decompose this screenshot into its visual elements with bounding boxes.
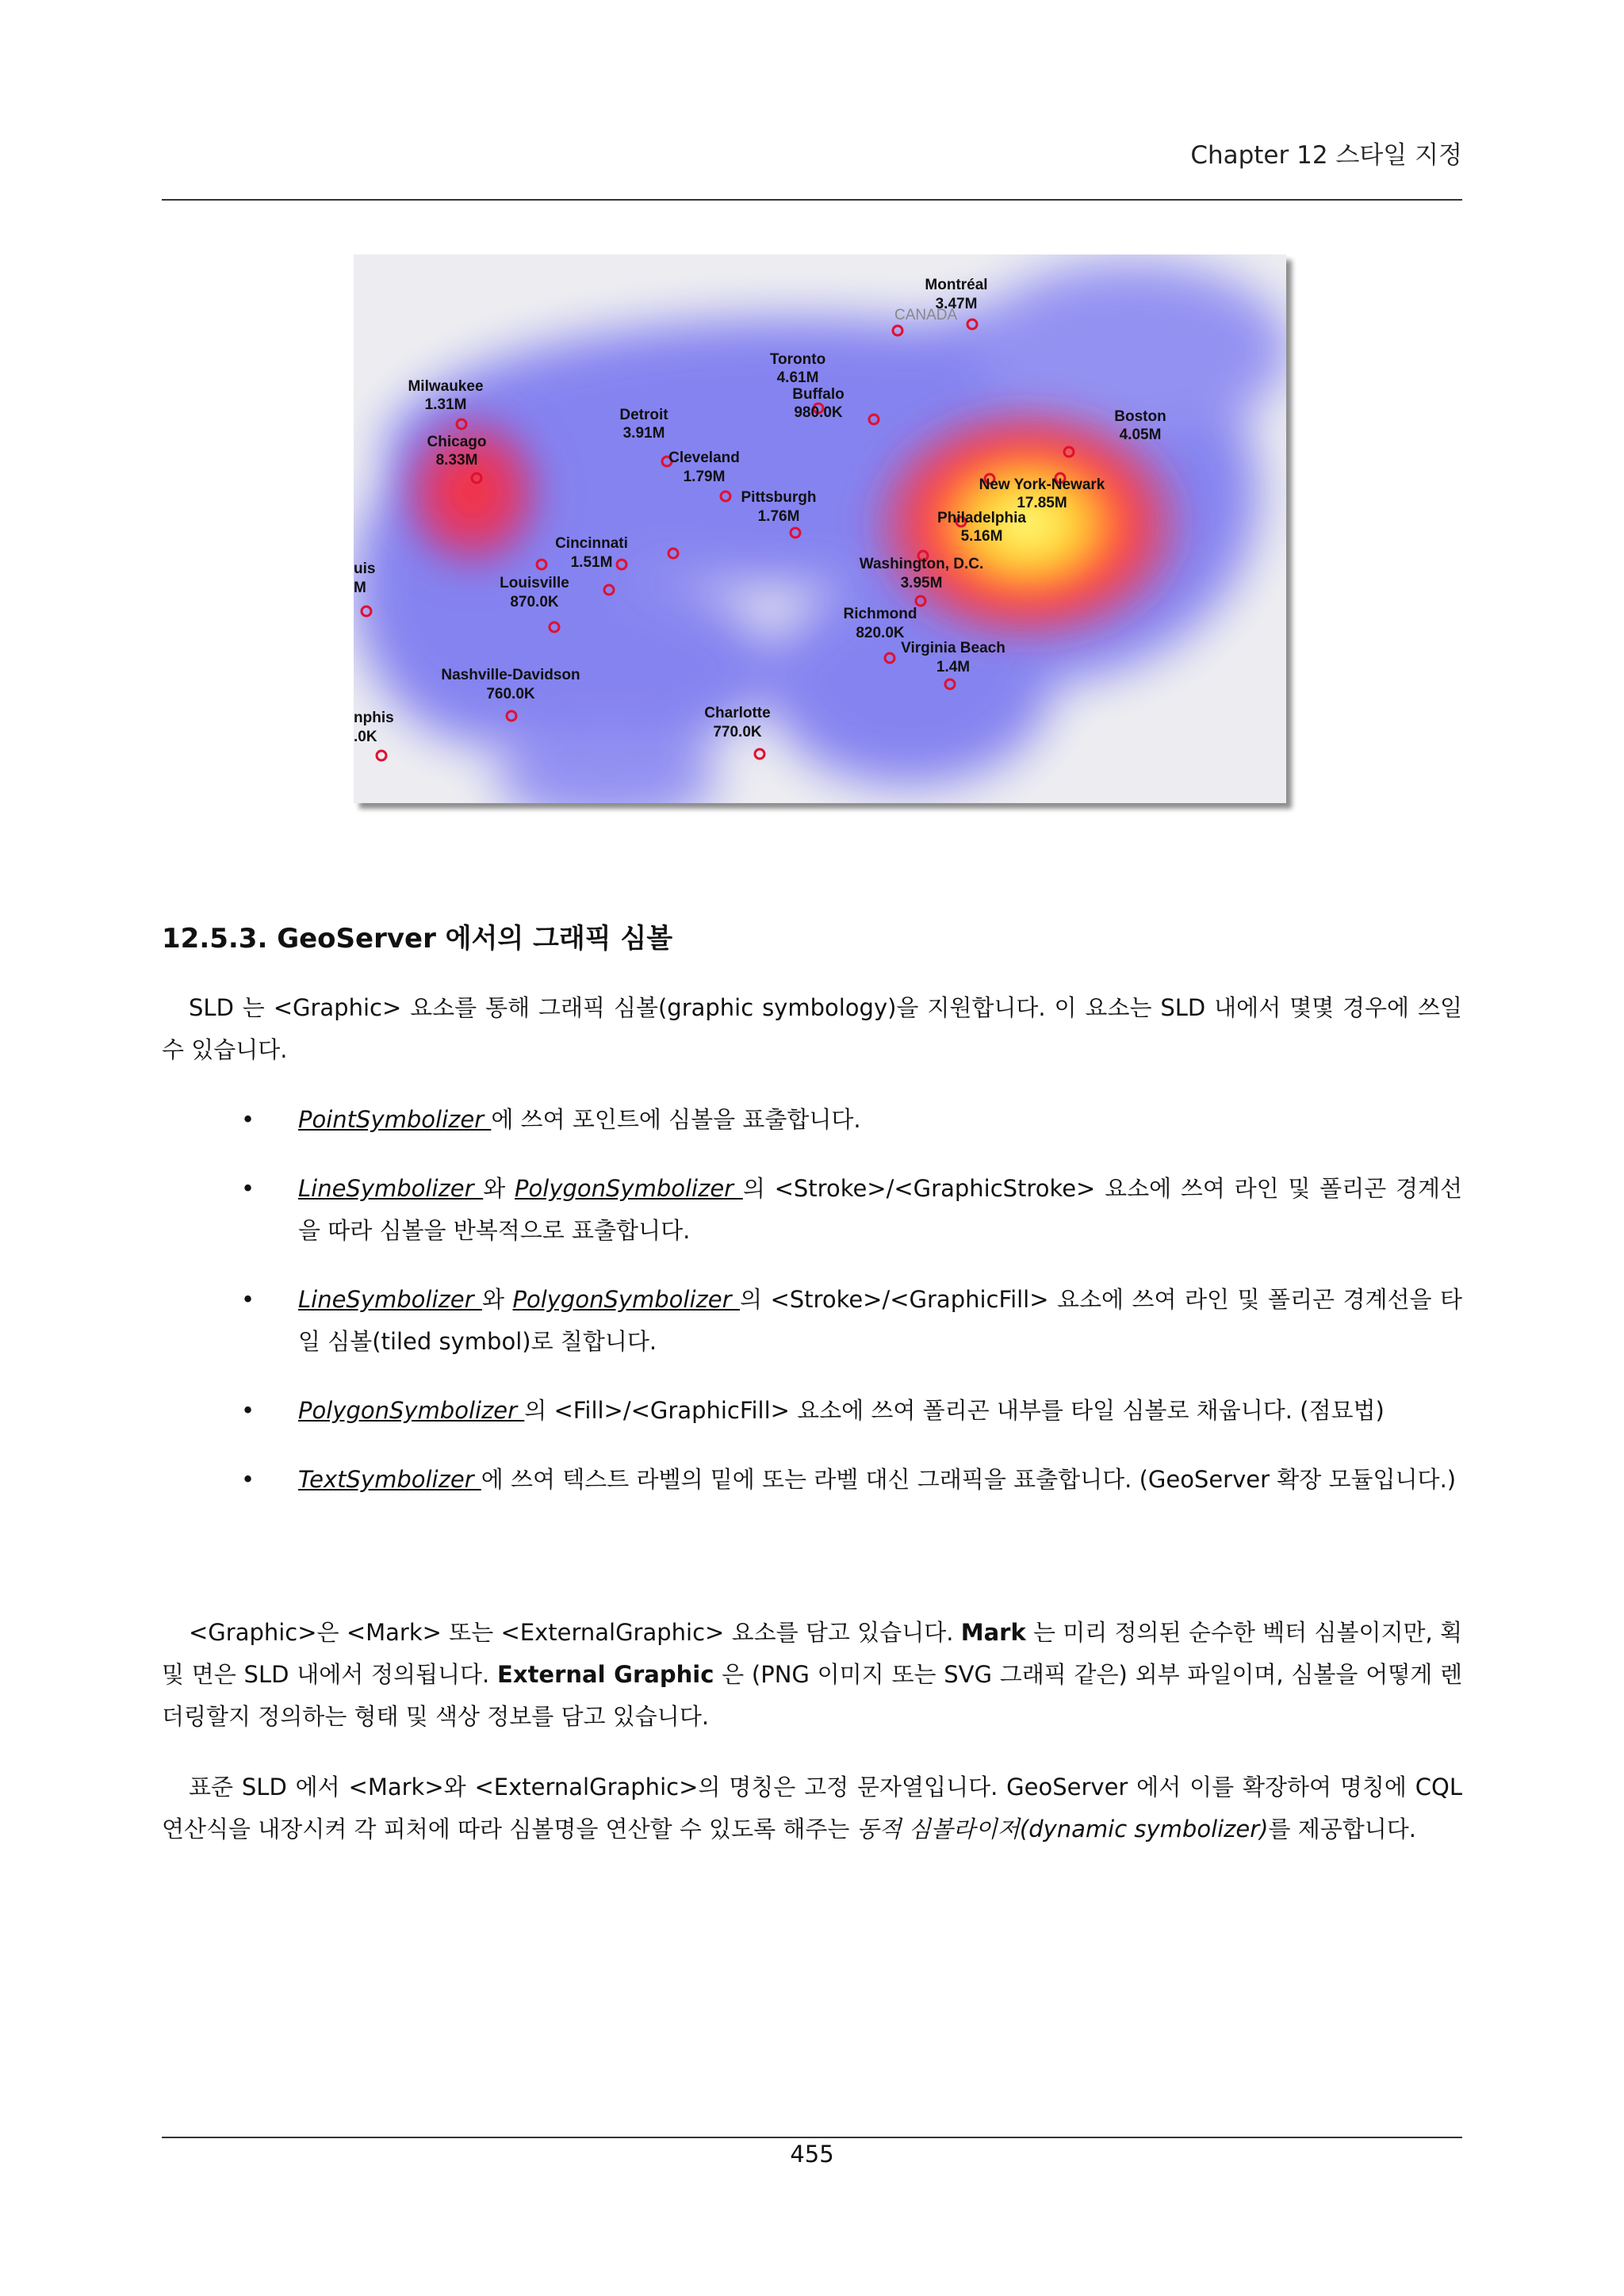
polygon-symbolizer-link[interactable]: PolygonSymbolizer: [298, 1397, 525, 1424]
city-value: .0K: [354, 729, 377, 745]
list-item: [162, 1099, 1462, 1141]
city-name: Cleveland: [668, 450, 740, 466]
city-value: 4.61M: [776, 369, 819, 386]
city-name: Nashville-Davidson: [441, 667, 580, 683]
city-value: 5.16M: [960, 528, 1003, 545]
chapter-header: Chapter 12 스타일 지정: [1190, 141, 1462, 170]
bullet-icon: •: [241, 1466, 255, 1493]
text-symbolizer-link[interactable]: TextSymbolizer: [298, 1466, 481, 1493]
city-value: 4.05M: [1119, 427, 1162, 443]
country-label: CANADA: [894, 307, 958, 323]
city-value: M: [354, 580, 366, 596]
list-item-text: 에 쓰여 포인트에 심볼을 표출합니다.: [491, 1106, 861, 1133]
paragraph-text: 는 미리 정의된 순수한 벡터 심볼이지만, 획 및 면은 SLD 내에서 정의됩니다.: [162, 1619, 1462, 1688]
city-name: Milwaukee: [408, 378, 484, 395]
city-value: 1.76M: [757, 508, 800, 525]
city-name: Virginia Beach: [901, 640, 1005, 656]
heatmap-map: [354, 254, 1286, 803]
city-name: uis: [354, 561, 376, 577]
list-item: [162, 1279, 1462, 1363]
city-name: Louisville: [500, 575, 569, 591]
city-name: Charlotte: [704, 705, 771, 721]
city-value: 1.31M: [424, 396, 467, 413]
dynamic-paragraph: [162, 1766, 1462, 1850]
city-name: Pittsburgh: [741, 489, 817, 506]
list-item-text: 와: [481, 1286, 513, 1313]
city-value: 3.91M: [622, 425, 665, 442]
city-name: Montréal: [925, 277, 988, 293]
city-value: 8.33M: [435, 452, 478, 469]
header-rule: [162, 199, 1462, 201]
city-name: nphis: [354, 710, 394, 726]
bullet-icon: •: [241, 1175, 255, 1202]
list-item-text: 의 <Fill>/<GraphicFill> 요소에 쓰여 폴리곤 내부를 타일 심볼로 채웁니다. (점묘법): [524, 1397, 1385, 1424]
section-title: 12.5.3. GeoServer 에서의 그래픽 심볼: [162, 923, 673, 955]
city-value: 980.0K: [794, 404, 843, 421]
city-name: Richmond: [843, 606, 917, 622]
symbolizer-list: [162, 1099, 1462, 1528]
heatmap-figure: [354, 254, 1286, 803]
footer-rule: [162, 2137, 1462, 2138]
intro-text: SLD 는 <Graphic> 요소를 통해 그래픽 심볼(graphic symbology)을 지원합니다. 이 요소는 SLD 내에서 몇몇 경우에 쓰일 수 있습니다.: [162, 994, 1462, 1063]
list-item-text: 의 <Stroke>/<GraphicFill> 요소에 쓰여 라인 및 폴리곤 경계선을 타일 심볼(tiled symbol)로 칠합니다.: [298, 1286, 1462, 1355]
intro-paragraph: [162, 987, 1462, 1071]
polygon-symbolizer-link[interactable]: PolygonSymbolizer: [512, 1286, 740, 1313]
city-value: 1.51M: [570, 554, 613, 571]
polygon-symbolizer-link[interactable]: PolygonSymbolizer: [515, 1175, 743, 1202]
city-value: 3.47M: [935, 296, 978, 312]
graphic-paragraph: [162, 1612, 1462, 1738]
page-number: 455: [790, 2141, 834, 2168]
city-name: Cincinnati: [555, 535, 628, 552]
list-item-text: 의 <Stroke>/<GraphicStroke> 요소에 쓰여 라인 및 폴리곤 경계선을 따라 심볼을 반복적으로 표출합니다.: [298, 1175, 1463, 1244]
list-item-text: 와: [483, 1175, 515, 1202]
city-name: Chicago: [427, 434, 487, 450]
city-value: 1.79M: [683, 469, 726, 485]
city-name: Boston: [1114, 408, 1166, 425]
bullet-icon: •: [241, 1286, 255, 1313]
list-item: [162, 1459, 1462, 1501]
city-value: 870.0K: [510, 594, 559, 610]
city-value: 770.0K: [713, 724, 762, 740]
paragraph-text: <Graphic>은 <Mark> 또는 <ExternalGraphic> 요소를 담고 있습니다.: [189, 1619, 961, 1646]
bullet-icon: •: [241, 1106, 255, 1133]
list-item: [162, 1390, 1462, 1432]
city-name: Toronto: [769, 351, 826, 368]
paragraph-text: 표준 SLD 에서 <Mark>와 <ExternalGraphic>의 명칭은 고정 문자열입니다. GeoServer 에서 이를 확장하여 명칭에 CQL 연산식을 내장시켜 각 피처에 따라 심볼명을 연산할 수 있도록 해주는: [162, 1774, 1462, 1843]
point-symbolizer-link[interactable]: PointSymbolizer: [298, 1106, 492, 1133]
city-name: Philadelphia: [937, 510, 1026, 526]
line-symbolizer-link[interactable]: LineSymbolizer: [298, 1286, 482, 1313]
external-graphic-term: External Graphic: [497, 1661, 714, 1688]
city-value: 3.95M: [900, 575, 943, 591]
paragraph-text: 은 (PNG 이미지 또는 SVG 그래픽 같은) 외부 파일이며, 심볼을 어떻게 렌더링할지 정의하는 형태 및 색상 정보를 담고 있습니다.: [162, 1661, 1462, 1730]
paragraph-text: 를 제공합니다.: [1268, 1816, 1417, 1843]
city-name: Washington, D.C.: [859, 556, 984, 572]
city-value: 1.4M: [936, 659, 971, 675]
list-item: [162, 1168, 1462, 1252]
line-symbolizer-link[interactable]: LineSymbolizer: [298, 1175, 484, 1202]
city-value: 760.0K: [486, 686, 535, 702]
list-item-text: 에 쓰여 텍스트 라벨의 밑에 또는 라벨 대신 그래픽을 표출합니다. (GeoServer 확장 모듈입니다.): [481, 1466, 1457, 1493]
dynamic-symbolizer-term: 동적 심볼라이저(dynamic symbolizer): [856, 1816, 1269, 1843]
mark-term: Mark: [960, 1619, 1026, 1646]
city-name: Detroit: [619, 407, 668, 423]
bullet-icon: •: [241, 1397, 255, 1424]
city-name: Buffalo: [792, 386, 845, 403]
city-value: 820.0K: [856, 625, 905, 641]
city-value: 17.85M: [1017, 495, 1067, 511]
city-name: New York-Newark: [979, 476, 1105, 493]
